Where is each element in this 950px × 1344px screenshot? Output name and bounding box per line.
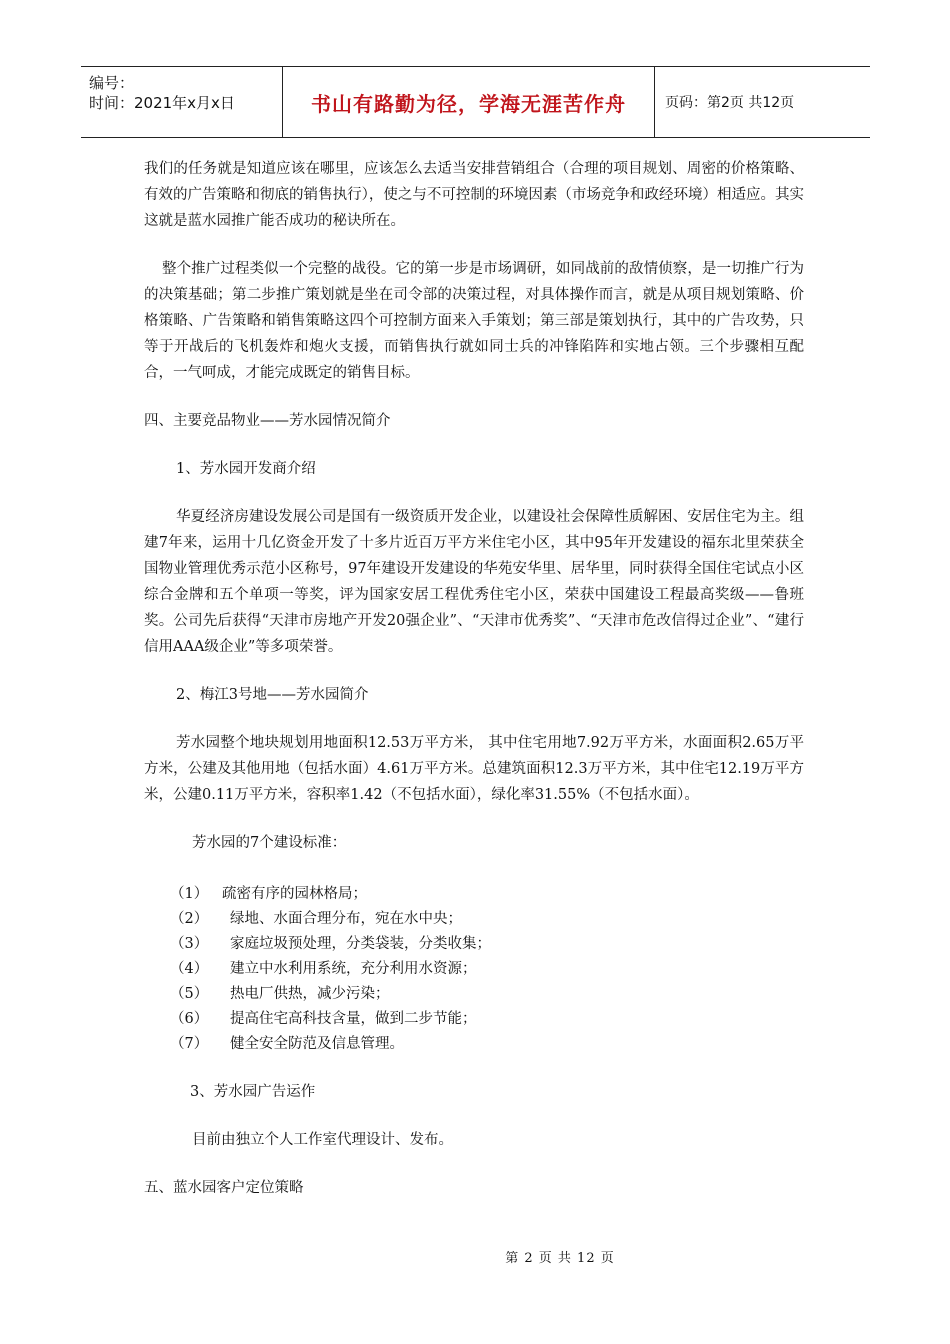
header-page-info: 页码：第2页 共12页 [665, 95, 795, 111]
document-time: 时间：2021年x月x日 [89, 94, 235, 112]
section-heading-4: 四、主要竞品物业——芳水园情况简介 [144, 413, 391, 429]
header-motto: 书山有路勤为径，学海无涯苦作舟 [283, 67, 655, 137]
paragraph-project-intro: 芳水园整个地块规划用地面积12.53万平方米， 其中住宅用地7.92万平方米，水面面积2.65万平方米，公建及其他用地（包括水面）4.61万平方米。总建筑面积12.3万平方米，其中住宅12.19万平方米，公建0.11万平方米，容积率1.42（不包括水面），绿化率31.55%（不包括水面）。 [144, 735, 804, 803]
standards-list [144, 882, 804, 1057]
page-footer: 第 2 页 共 12 页 [505, 1251, 615, 1266]
header-meta [81, 67, 283, 137]
document-body [144, 156, 804, 1201]
paragraph-standards-title: 芳水园的7个建设标准： [192, 835, 347, 851]
list-item: （4） 建立中水利用系统，充分利用水资源； [170, 961, 477, 977]
paragraph-campaign: 整个推广过程类似一个完整的战役。它的第一步是市场调研，如同战前的敌情侦察，是一切推广行为的决策基础；第二步推广策划就是坐在司令部的决策过程，对具体操作而言，就是从项目规划策略、价格策略、广告策略和销售策略这四个可控制方面来入手策划；第三部是策划执行，其中的广告攻势，只等于开战后的飞机轰炸和炮火支援，而销售执行就如同士兵的冲锋陷阵和实地占领。三个步骤相互配合，一气呵成，才能完成既定的销售目标。 [144, 261, 804, 381]
list-item: （1） 疏密有序的园林格局； [170, 886, 367, 902]
subsection-heading-2: 2、梅江3号地——芳水园简介 [176, 687, 369, 703]
page-header [81, 66, 870, 138]
document-number: 编号： [89, 74, 135, 92]
list-item: （2） 绿地、水面合理分布，宛在水中央； [170, 911, 462, 927]
paragraph-ad-agency: 目前由独立个人工作室代理设计、发布。 [192, 1132, 453, 1148]
list-item: （5） 热电厂供热，减少污染； [170, 986, 390, 1002]
list-item: （7） 健全安全防范及信息管理。 [170, 1036, 404, 1052]
section-heading-5: 五、蓝水园客户定位策略 [144, 1180, 304, 1196]
subsection-heading-1: 1、芳水园开发商介绍 [176, 461, 316, 477]
list-item: （6） 提高住宅高科技含量，做到二步节能； [170, 1011, 477, 1027]
paragraph-task: 我们的任务就是知道应该在哪里，应该怎么去适当安排营销组合（合理的项目规划、周密的价格策略、有效的广告策略和彻底的销售执行），使之与不可控制的环境因素（市场竞争和政经环境）相适应。其实这就是蓝水园推广能否成功的秘诀所在。 [144, 161, 804, 229]
list-item: （3） 家庭垃圾预处理，分类袋装，分类收集； [170, 936, 491, 952]
paragraph-developer: 华夏经济房建设发展公司是国有一级资质开发企业，以建设社会保障性质解困、安居住宅为主。组建7年来，运用十几亿资金开发了十多片近百万平方米住宅小区，其中95年开发建设的福东北里荣获全国物业管理优秀示范小区称号，97年建设开发建设的华苑安华里、居华里，同时获得全国住宅试点小区综合金牌和五个单项一等奖，评为国家安居工程优秀住宅小区，荣获中国建设工程最高奖级——鲁班奖。公司先后获得“天津市房地产开发20强企业”、“天津市优秀奖”、“天津市危改信得过企业”、“建行信用AAA级企业”等多项荣誉。 [144, 509, 804, 655]
subsection-heading-3: 3、芳水园广告运作 [190, 1084, 316, 1100]
